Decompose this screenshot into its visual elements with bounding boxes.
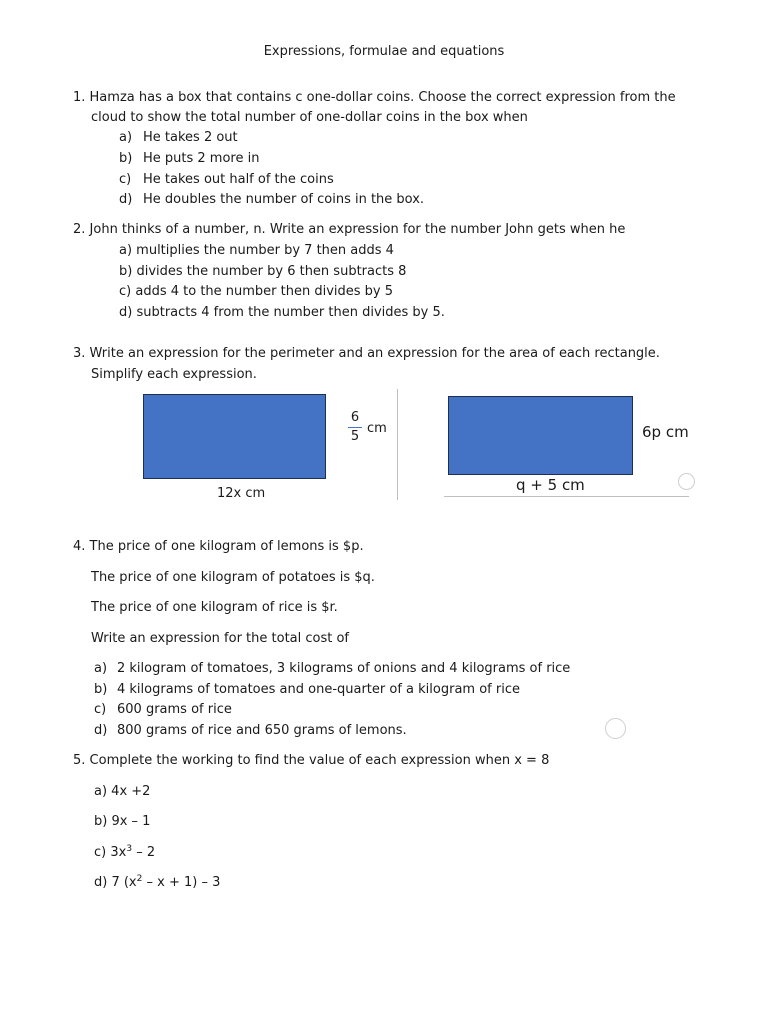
rectangle-2-height-label: 6p cm	[642, 423, 689, 441]
q3-text-line-1: 3. Write an expression for the perimeter and an expression for the area of each rectangle.	[73, 346, 660, 361]
rectangle-1-height-fraction	[348, 410, 362, 444]
rectangle-2	[448, 396, 633, 475]
q4-item-c-text: 600 grams of rice	[117, 702, 232, 717]
loading-indicator-icon	[605, 718, 626, 739]
q1-item-b-text: He puts 2 more in	[143, 151, 260, 166]
q5-part-a: a) 4x +2	[94, 784, 151, 799]
q4-item-d-text: 800 grams of rice and 650 grams of lemons.	[117, 723, 407, 738]
q5-part-c	[94, 846, 155, 859]
q4-item-d-marker: d)	[94, 723, 108, 738]
rectangle-1-width-label: 12x cm	[217, 486, 266, 501]
q5-part-c-base: c) 3x	[94, 845, 127, 860]
rectangle-2-baseline	[444, 496, 689, 497]
q2-item-d: d) subtracts 4 from the number then divides by 5.	[119, 305, 445, 320]
q3-text-line-2: Simplify each expression.	[91, 367, 257, 382]
q4-item-c-marker: c)	[94, 702, 107, 717]
q5-text-line-1: 5. Complete the working to find the value of each expression when x = 8	[73, 753, 550, 768]
rectangle-1	[143, 394, 326, 479]
column-divider	[397, 389, 398, 500]
fraction-numerator: 6	[350, 410, 360, 425]
rectangle-1-height-unit: cm	[367, 421, 387, 436]
q1-item-c-marker: c)	[119, 172, 132, 187]
q5-part-d-base: d) 7 (x	[94, 875, 137, 890]
q5-part-c-exponent: 3	[126, 844, 133, 854]
q5-part-d-exponent: 2	[136, 874, 143, 884]
q2-text-line-1: 2. John thinks of a number, n. Write an expression for the number John gets when he	[73, 222, 626, 237]
q5-part-c-rest: – 2	[132, 845, 156, 860]
q4-item-b-text: 4 kilograms of tomatoes and one-quarter of a kilogram of rice	[117, 682, 520, 697]
q2-item-a: a) multiplies the number by 7 then adds 4	[119, 243, 394, 258]
q4-text-line-3: The price of one kilogram of rice is $r.	[91, 600, 338, 615]
q1-item-c-text: He takes out half of the coins	[143, 172, 334, 187]
q4-item-b-marker: b)	[94, 682, 108, 697]
fraction-denominator: 5	[350, 429, 360, 444]
q4-text-line-2: The price of one kilogram of potatoes is $q.	[91, 570, 375, 585]
q1-item-d-text: He doubles the number of coins in the box.	[143, 192, 425, 207]
q1-item-a-marker: a)	[119, 130, 133, 145]
q4-text-line-4: Write an expression for the total cost of	[91, 631, 350, 646]
q1-text-line-2: cloud to show the total number of one-dollar coins in the box when	[91, 110, 528, 125]
q1-text-line-1: 1. Hamza has a box that contains c one-dollar coins. Choose the correct expression from the	[73, 90, 676, 105]
rectangle-2-width-label: q + 5 cm	[516, 476, 585, 494]
q2-item-b: b) divides the number by 6 then subtracts 8	[119, 264, 407, 279]
q4-text-line-1: 4. The price of one kilogram of lemons is $p.	[73, 539, 364, 554]
q2-item-c: c) adds 4 to the number then divides by 5	[119, 284, 394, 299]
page-title: Expressions, formulae and equations	[263, 44, 505, 59]
q4-item-a-text: 2 kilogram of tomatoes, 3 kilograms of onions and 4 kilograms of rice	[117, 661, 571, 676]
loading-indicator-icon	[678, 473, 695, 490]
q5-part-d	[94, 876, 220, 889]
q1-item-b-marker: b)	[119, 151, 133, 166]
q5-part-d-rest: – x + 1) – 3	[142, 875, 221, 890]
q4-item-a-marker: a)	[94, 661, 108, 676]
q1-item-d-marker: d)	[119, 192, 133, 207]
q1-item-a-text: He takes 2 out	[143, 130, 238, 145]
q5-part-b: b) 9x – 1	[94, 814, 151, 829]
fraction-bar	[348, 427, 362, 428]
